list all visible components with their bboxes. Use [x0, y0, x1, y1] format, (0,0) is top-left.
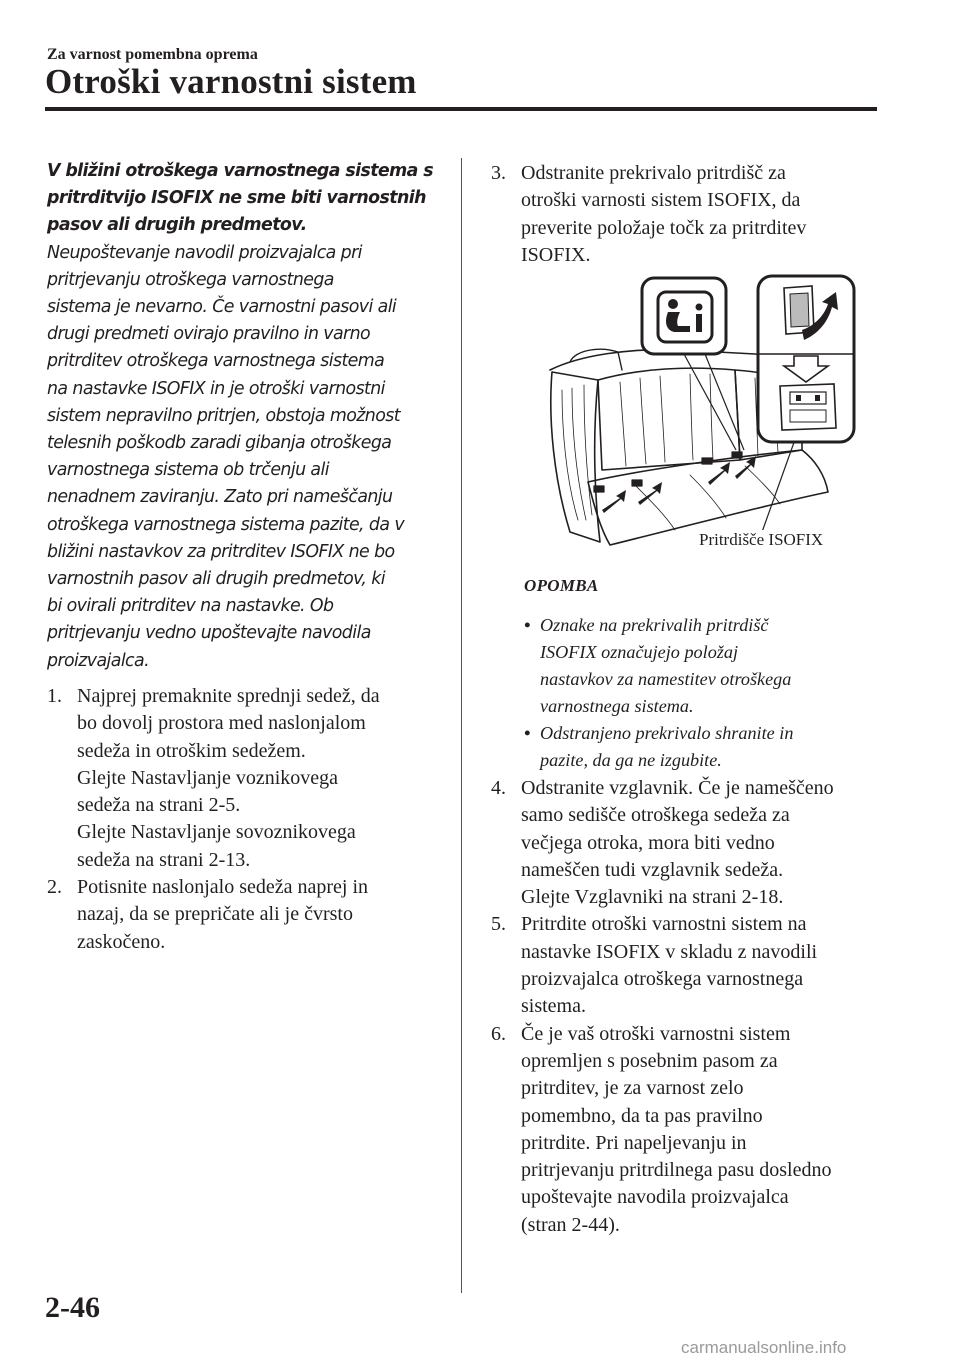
- warning-line: varnostnih pasov ali drugih predmetov, ki: [47, 569, 385, 590]
- warning-line: bližini nastavkov za pritrditev ISOFIX ne bo: [47, 541, 395, 562]
- step-line: nastavke ISOFIX v skladu z navodili: [521, 940, 818, 963]
- step-line: sedeža na strani 2-13.: [77, 848, 251, 871]
- isofix-anchor: [594, 486, 604, 492]
- isofix-seat-illustration: [540, 270, 856, 560]
- note-line: pazite, da ga ne izgubite.: [540, 750, 722, 770]
- step-line: pomembno, da ta pas pravilno: [521, 1104, 763, 1127]
- step-5: [491, 911, 891, 1020]
- step-line: pritrditev, je za varnost zelo: [521, 1077, 744, 1100]
- note-line: nastavkov za namestitev otroškega: [540, 669, 792, 689]
- section-label: Za varnost pomembna oprema: [47, 46, 258, 63]
- step-line: sistema.: [521, 995, 586, 1018]
- step-line: preverite položaje točk za pritrditev: [521, 216, 807, 239]
- bullet: •: [524, 615, 531, 635]
- step-line: pritrdite. Pri napeljevanju in: [521, 1131, 747, 1154]
- warning-block: [47, 158, 442, 675]
- step-line: Glejte Nastavljanje voznikovega: [77, 766, 339, 789]
- note-item: [524, 612, 884, 720]
- step-number: 5.: [491, 913, 506, 936]
- step-line: sedeža na strani 2-5.: [77, 794, 241, 817]
- warning-line: Neupoštevanje navodil proizvajalca pri: [47, 242, 362, 263]
- step-line: samo sedišče otroškega sedeža za: [521, 804, 790, 827]
- step-line: Glejte Vzglavniki na strani 2-18.: [521, 886, 784, 909]
- step-line: (stran 2-44).: [521, 1213, 620, 1236]
- isofix-anchor: [632, 480, 642, 486]
- step-number: 1.: [47, 685, 62, 707]
- step-number: 4.: [491, 777, 506, 799]
- warning-heading-line: V bližini otroškega varnostnega sistema s: [47, 161, 433, 181]
- column-divider: [461, 158, 462, 1293]
- steps-right: [491, 775, 891, 1239]
- warning-line: bi ovirali pritrditev na nastavke. Ob: [47, 596, 334, 617]
- note-line: ISOFIX označujejo položaj: [540, 642, 739, 662]
- warning-heading-line: pasov ali drugih predmetov.: [47, 215, 307, 236]
- page-title: Otroški varnostni sistem: [45, 62, 417, 101]
- warning-text: [47, 240, 442, 675]
- step-line: Potisnite naslonjalo sedeža naprej in: [77, 876, 369, 899]
- step-4: [491, 775, 891, 911]
- note-item: [524, 720, 884, 774]
- warning-line: otroškega varnostnega sistema pazite, da v: [47, 514, 405, 535]
- warning-line: na nastavke ISOFIX in je otroški varnostni: [47, 378, 385, 399]
- isofix-symbol-callout: [642, 278, 726, 354]
- step-1: [47, 683, 447, 874]
- warning-heading-line: pritrditvijo ISOFIX ne sme biti varnostnih: [47, 188, 426, 209]
- header-rule: [45, 107, 877, 111]
- note-list: [524, 612, 884, 774]
- note-line: Odstranjeno prekrivalo shranite in: [540, 723, 794, 743]
- watermark: carmanualsonline.info: [681, 1338, 847, 1357]
- warning-line: telesnih poškodb zaradi gibanja otroškega: [47, 433, 392, 454]
- step-line: večjega otroka, mora biti vedno: [521, 831, 775, 854]
- step-line: Najprej premaknite sprednji sedež, da: [77, 685, 380, 707]
- bullet: •: [524, 723, 531, 743]
- warning-line: sistem nepravilno pritrjen, obstoja možnost: [47, 405, 400, 426]
- step-line: pritrjevanju pritrdilnega pasu dosledno: [521, 1159, 832, 1182]
- note-heading: OPOMBA: [524, 576, 599, 595]
- warning-line: varnostnega sistema ob trčenju ali: [47, 460, 329, 481]
- warning-line: pritrditev otroškega varnostnega sistema: [47, 351, 385, 372]
- step-number: 6.: [491, 1022, 506, 1045]
- note-line: varnostnega sistema.: [540, 696, 694, 716]
- step-number: 3.: [491, 162, 506, 184]
- warning-line: proizvajalca.: [47, 650, 150, 671]
- step-line: Če je vaš otroški varnostni sistem: [521, 1022, 791, 1045]
- step-line: Pritrdite otroški varnostni sistem na: [521, 913, 807, 936]
- step-line: opremljen s posebnim pasom za: [521, 1049, 778, 1072]
- arrow-icon: [602, 490, 626, 513]
- warning-line: nenadnem zaviranju. Zato pri nameščanju: [47, 487, 393, 508]
- note-line: Oznake na prekrivalih pritrdišč: [540, 615, 769, 635]
- step-line: ISOFIX.: [521, 243, 591, 266]
- step-line: otroški varnosti sistem ISOFIX, da: [521, 189, 801, 212]
- step-line: nameščen tudi vzglavnik sedeža.: [521, 858, 784, 881]
- warning-line: sistema je nevarno. Če varnostni pasovi ali: [47, 297, 397, 318]
- isofix-anchor: [732, 452, 742, 458]
- step-line: Odstranite vzglavnik. Če je nameščeno: [521, 777, 834, 799]
- warning-line: pritrjevanju vedno upoštevajte navodila: [47, 623, 371, 644]
- step-line: zaskočeno.: [77, 930, 166, 953]
- step-3-block: [491, 160, 891, 269]
- step-line: bo dovolj prostora med naslonjalom: [77, 712, 366, 735]
- step-line: upoštevajte navodila proizvajalca: [521, 1186, 789, 1209]
- step-line: Odstranite prekrivalo pritrdišč za: [521, 162, 786, 184]
- page-number: 2-46: [45, 1291, 100, 1324]
- figure-caption: Pritrdišče ISOFIX: [699, 530, 824, 549]
- steps-left: [47, 683, 447, 956]
- anchor-cover-callout: [758, 276, 854, 442]
- arrow-icon: [708, 462, 730, 485]
- warning-line: pritrjevanju otroškega varnostnega: [47, 269, 334, 290]
- step-3: [491, 160, 891, 269]
- step-number: 2.: [47, 876, 62, 899]
- warning-line: drugi predmeti ovirajo pravilno in varno: [47, 324, 371, 345]
- step-line: nazaj, da se prepričate ali je čvrsto: [77, 903, 353, 926]
- step-line: proizvajalca otroškega varnostnega: [521, 968, 804, 991]
- isofix-anchor: [702, 458, 712, 464]
- warning-heading: [47, 158, 442, 240]
- step-2: [47, 874, 447, 956]
- step-line: Glejte Nastavljanje sovoznikovega: [77, 821, 356, 844]
- step-line: sedeža in otroškim sedežem.: [77, 739, 306, 762]
- step-6: [491, 1021, 891, 1239]
